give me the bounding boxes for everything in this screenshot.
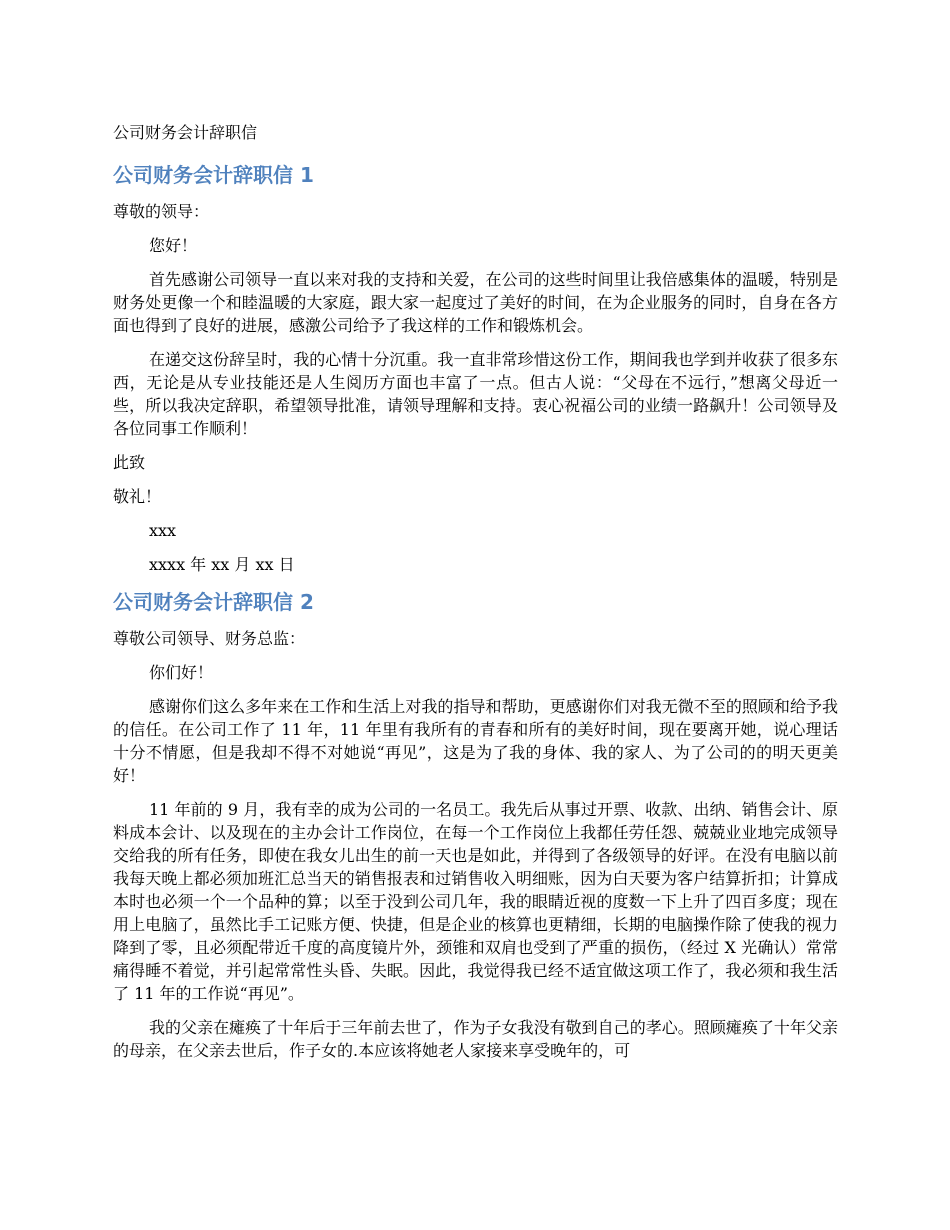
letter-1: [113, 160, 838, 576]
letter-2-paragraph: 感谢你们这么多年来在工作和生活上对我的指导和帮助，更感谢你们对我无微不至的照顾和给予我的信任。在公司工作了 11 年，11 年里有我所有的青春和所有的美好时间，现在要离开她，说心理话十分不情愿，但是我却不得不对她说“再见”，这是为了我的身体、我的家人、为了公司的的明天更美好！: [113, 697, 838, 785]
letter-1-paragraph: 首先感谢公司领导一直以来对我的支持和关爱，在公司的这些时间里让我倍感集体的温暖，特别是财务处更像一个和睦温暖的大家庭，跟大家一起度过了美好的时间，在为企业服务的同时，自身在各方面也得到了良好的进展，感激公司给予了我这样的工作和锻炼机会。: [113, 270, 838, 335]
letter-1-signature: xxx: [149, 521, 177, 540]
letter-1-closing-salute: 敬礼！: [113, 487, 162, 506]
letter-2-salutation: 尊敬公司领导、财务总监：: [113, 629, 306, 648]
document-title: 公司财务会计辞职信: [113, 123, 258, 142]
letter-1-date: xxxx 年 xx 月 xx 日: [149, 555, 295, 574]
letter-2: [113, 587, 838, 1062]
letter-2-greeting: 你们好！: [149, 663, 214, 682]
letter-1-greeting: 您好！: [149, 236, 198, 255]
letter-1-salutation: 尊敬的领导：: [113, 202, 210, 221]
letter-1-closing: 此致: [113, 453, 146, 472]
letter-2-paragraph: 我的父亲在瘫痪了十年后于三年前去世了，作为子女我没有敬到自己的孝心。照顾瘫痪了十年父亲的母亲，在父亲去世后，作子女的.本应该将她老人家接来享受晚年的，可: [113, 1018, 838, 1060]
letter-1-paragraph: 在递交这份辞呈时，我的心情十分沉重。我一直非常珍惜这份工作，期间我也学到并收获了很多东西，无论是从专业技能还是人生阅历方面也丰富了一点。但古人说：“父母在不远行，”想离父母近一些，所以我决定辞职，希望领导批准，请领导理解和支持。衷心祝福公司的业绩一路飙升！公司领导及各位同事工作顺利！: [113, 350, 838, 438]
letter-2-heading: 公司财务会计辞职信 2: [113, 590, 314, 614]
letter-2-paragraph: 11 年前的 9 月，我有幸的成为公司的一名员工。我先后从事过开票、收款、出纳、销售会计、原料成本会计、以及现在的主办会计工作岗位，在每一个工作岗位上我都任劳任怨、兢兢业业地完成领导交给我的所有任务，即使在我女儿出生的前一天也是如此，并得到了各级领导的好评。在没有电脑以前我每天晚上都必须加班汇总当天的销售报表和过销售收入明细账，因为白天要为客户结算折扣；计算成本时也必须一个一个品种的算；以至于没到公司几年，我的眼睛近视的度数一下上升了四百多度；现在用上电脑了，虽然比手工记账方便、快捷，但是企业的核算也更精细，长期的电脑操作除了使我的视力降到了零，且必须配带近千度的高度镜片外，颈锥和双肩也受到了严重的损伤，（经过 X 光确认）常常痛得睡不着觉，并引起常常性头昏、失眠。因此，我觉得我已经不适宜做这项工作了，我必须和我生活了 11 年的工作说“再见”。: [113, 800, 838, 1003]
letter-1-heading: 公司财务会计辞职信 1: [113, 163, 314, 187]
document-page: [113, 120, 838, 1073]
